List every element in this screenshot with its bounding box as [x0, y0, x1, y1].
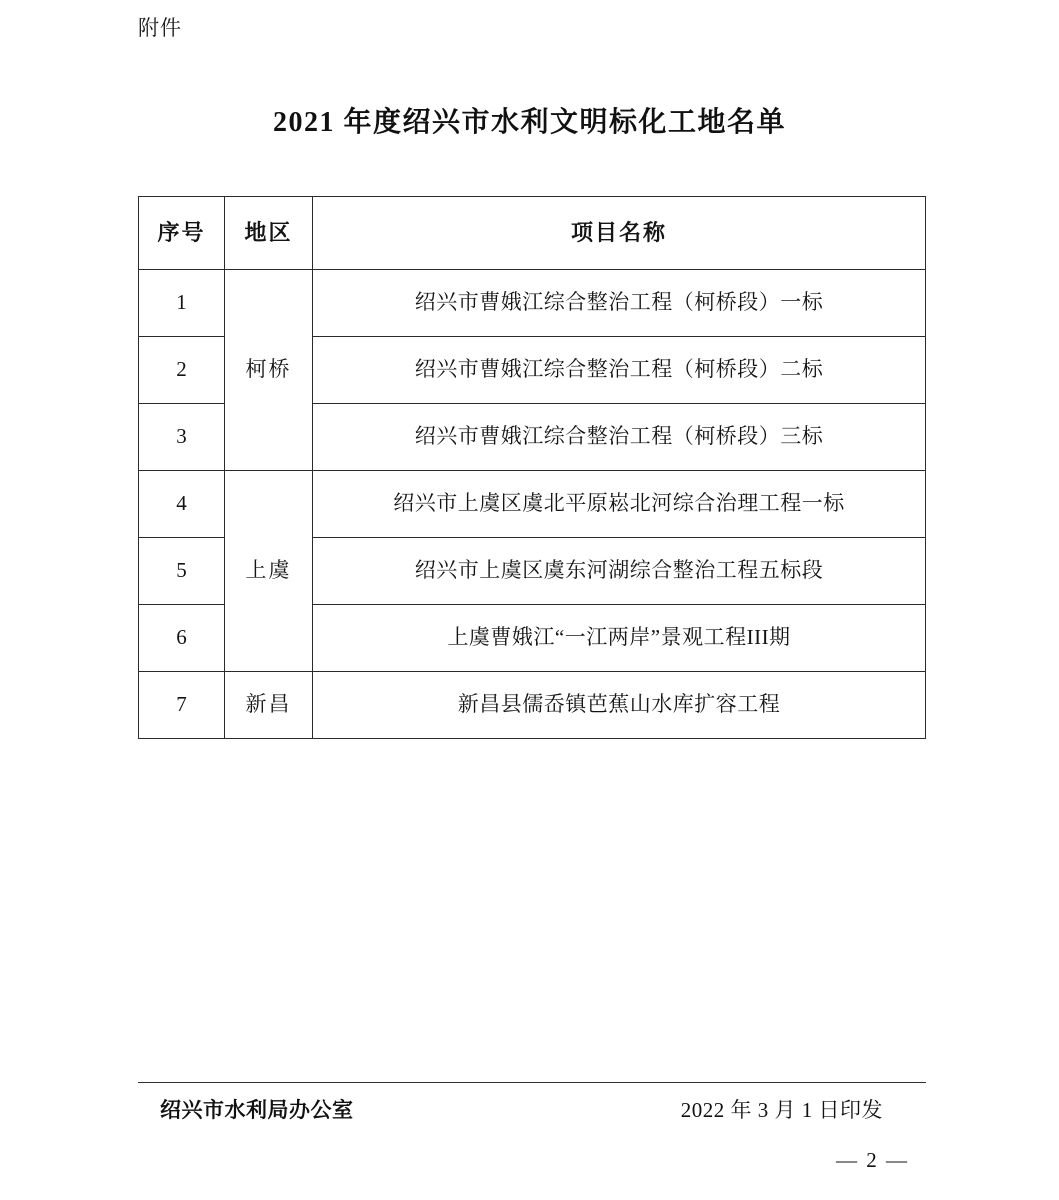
cell-no: 2 [139, 337, 225, 404]
cell-project-name: 绍兴市曹娥江综合整治工程（柯桥段）一标 [313, 270, 926, 337]
cell-project-name: 绍兴市曹娥江综合整治工程（柯桥段）三标 [313, 404, 926, 471]
page-title: 2021 年度绍兴市水利文明标化工地名单 [272, 107, 786, 138]
cell-no: 1 [139, 270, 225, 337]
cell-area: 新昌 [225, 672, 313, 739]
cell-project-name: 绍兴市上虞区虞北平原崧北河综合治理工程一标 [313, 471, 926, 538]
cell-no: 5 [139, 538, 225, 605]
footer-issuer: 绍兴市水利局办公室 [160, 1098, 354, 1122]
cell-no: 3 [139, 404, 225, 471]
column-header-project: 项目名称 [313, 197, 926, 270]
cell-no: 4 [139, 471, 225, 538]
table-row [139, 672, 926, 739]
cell-project-name: 新昌县儒岙镇芭蕉山水库扩容工程 [313, 672, 926, 739]
attachment-label: 附件 [138, 16, 182, 40]
column-header-area: 地区 [225, 197, 313, 270]
cell-project-name: 绍兴市上虞区虞东河湖综合整治工程五标段 [313, 538, 926, 605]
cell-project-name: 上虞曹娥江“一江两岸”景观工程III期 [313, 605, 926, 672]
column-header-no: 序号 [139, 197, 225, 270]
footer-issue-date: 2022 年 3 月 1 日印发 [680, 1098, 883, 1122]
listing-table-wrap [138, 196, 926, 739]
cell-no: 7 [139, 672, 225, 739]
cell-area: 柯桥 [225, 270, 313, 471]
table-row [139, 270, 926, 337]
cell-area: 上虞 [225, 471, 313, 672]
listing-table [138, 196, 926, 739]
cell-project-name: 绍兴市曹娥江综合整治工程（柯桥段）二标 [313, 337, 926, 404]
table-header-row [139, 197, 926, 270]
table-row [139, 471, 926, 538]
cell-no: 6 [139, 605, 225, 672]
footer-divider [138, 1082, 926, 1083]
page-number: — 2 — [836, 1148, 909, 1172]
